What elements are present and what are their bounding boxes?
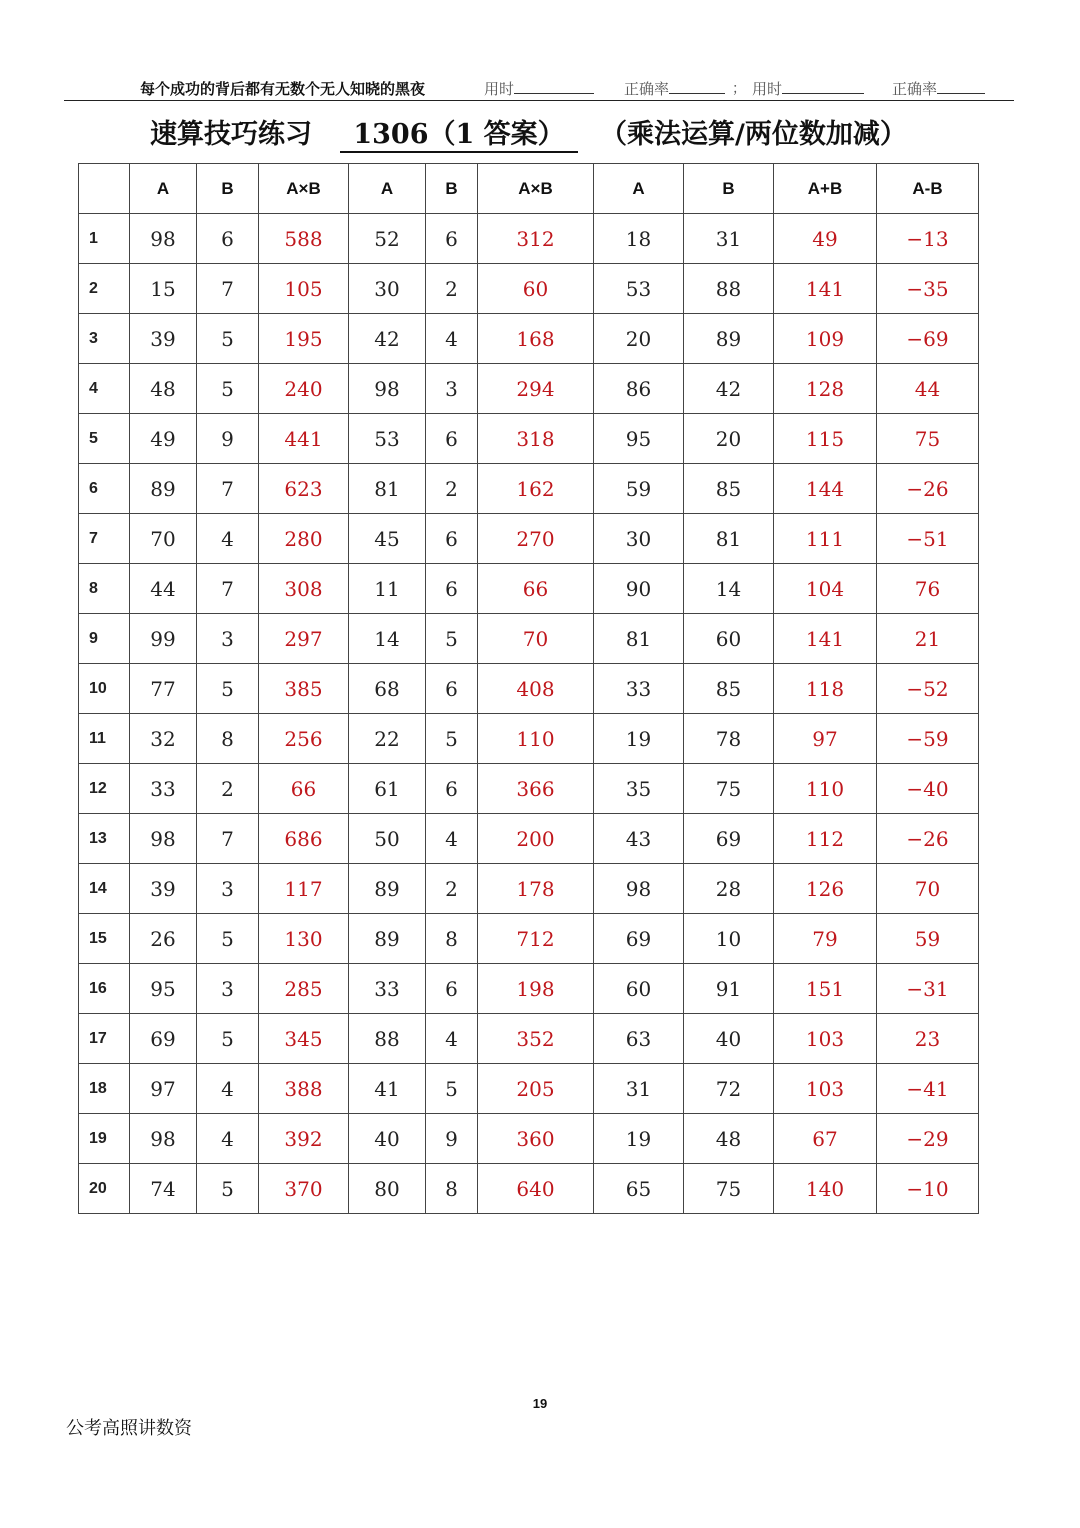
table-row: [79, 1014, 979, 1064]
table-row: [79, 1114, 979, 1164]
answer-cell: 76: [877, 564, 979, 614]
operand-cell: 68: [349, 664, 426, 714]
operand-cell: 6: [426, 964, 478, 1014]
operand-cell: 11: [349, 564, 426, 614]
time-blank-1: [514, 80, 594, 94]
operand-cell: 75: [684, 1164, 774, 1214]
answer-cell: 60: [478, 264, 594, 314]
answer-cell: 195: [259, 314, 349, 364]
answer-cell: 686: [259, 814, 349, 864]
table-row: [79, 364, 979, 414]
operand-cell: 65: [594, 1164, 684, 1214]
operand-cell: 49: [130, 414, 197, 464]
answer-cell: −31: [877, 964, 979, 1014]
answer-cell: 168: [478, 314, 594, 364]
operand-cell: 6: [426, 664, 478, 714]
table-row: [79, 414, 979, 464]
operand-cell: 5: [197, 364, 259, 414]
operand-cell: 7: [197, 264, 259, 314]
accuracy-field-1: [624, 78, 725, 99]
answer-cell: 104: [774, 564, 877, 614]
column-header: B: [197, 164, 259, 214]
accuracy-field-2: [892, 78, 985, 99]
answer-cell: −29: [877, 1114, 979, 1164]
operand-cell: 6: [426, 514, 478, 564]
answer-cell: 318: [478, 414, 594, 464]
motto-text: 每个成功的背后都有无数个无人知晓的黑夜: [140, 80, 426, 98]
answer-cell: 308: [259, 564, 349, 614]
row-number: 9: [79, 614, 130, 664]
answer-cell: 118: [774, 664, 877, 714]
answer-cell: −13: [877, 214, 979, 264]
operand-cell: 41: [349, 1064, 426, 1114]
operand-cell: 78: [684, 714, 774, 764]
accuracy-blank-1: [669, 80, 725, 94]
answer-cell: 256: [259, 714, 349, 764]
time-blank-2: [782, 80, 864, 94]
row-number: 6: [79, 464, 130, 514]
operand-cell: 81: [684, 514, 774, 564]
column-header: A: [594, 164, 684, 214]
answer-cell: −10: [877, 1164, 979, 1214]
operand-cell: 6: [197, 214, 259, 264]
operand-cell: 2: [426, 464, 478, 514]
operand-cell: 14: [349, 614, 426, 664]
operand-cell: 95: [130, 964, 197, 1014]
table-body: [79, 214, 979, 1214]
row-number: 16: [79, 964, 130, 1014]
answer-cell: 110: [478, 714, 594, 764]
answer-cell: 141: [774, 614, 877, 664]
operand-cell: 33: [130, 764, 197, 814]
row-number: 11: [79, 714, 130, 764]
operand-cell: 81: [594, 614, 684, 664]
answer-cell: 67: [774, 1114, 877, 1164]
operand-cell: 40: [349, 1114, 426, 1164]
operand-cell: 18: [594, 214, 684, 264]
operand-cell: 19: [594, 714, 684, 764]
operand-cell: 6: [426, 214, 478, 264]
operand-cell: 95: [594, 414, 684, 464]
column-header: B: [426, 164, 478, 214]
operand-cell: 33: [349, 964, 426, 1014]
operand-cell: 15: [130, 264, 197, 314]
answer-cell: 285: [259, 964, 349, 1014]
title-main: 速算技巧练习: [150, 119, 312, 150]
answer-cell: 280: [259, 514, 349, 564]
answer-cell: 162: [478, 464, 594, 514]
row-number: 17: [79, 1014, 130, 1064]
answer-cell: 44: [877, 364, 979, 414]
operand-cell: 98: [130, 214, 197, 264]
time-field-2: [752, 78, 864, 99]
operand-cell: 7: [197, 814, 259, 864]
operand-cell: 89: [684, 314, 774, 364]
operand-cell: 3: [197, 864, 259, 914]
answer-cell: 240: [259, 364, 349, 414]
table-row: [79, 1164, 979, 1214]
answer-cell: 111: [774, 514, 877, 564]
operand-cell: 5: [197, 664, 259, 714]
row-number: 20: [79, 1164, 130, 1214]
operand-cell: 39: [130, 314, 197, 364]
answer-cell: −52: [877, 664, 979, 714]
operand-cell: 30: [594, 514, 684, 564]
operand-cell: 35: [594, 764, 684, 814]
operand-cell: 19: [594, 1114, 684, 1164]
column-header: A+B: [774, 164, 877, 214]
column-header: A-B: [877, 164, 979, 214]
answer-cell: 441: [259, 414, 349, 464]
row-number: 1: [79, 214, 130, 264]
answer-cell: 294: [478, 364, 594, 414]
operand-cell: 53: [594, 264, 684, 314]
answer-cell: 370: [259, 1164, 349, 1214]
column-header: B: [684, 164, 774, 214]
operand-cell: 4: [426, 1014, 478, 1064]
answer-cell: −41: [877, 1064, 979, 1114]
answer-cell: 388: [259, 1064, 349, 1114]
table-row: [79, 564, 979, 614]
operand-cell: 60: [594, 964, 684, 1014]
operand-cell: 5: [197, 1014, 259, 1064]
answer-cell: −69: [877, 314, 979, 364]
answer-cell: 140: [774, 1164, 877, 1214]
operand-cell: 61: [349, 764, 426, 814]
operand-cell: 69: [594, 914, 684, 964]
operand-cell: 5: [197, 1164, 259, 1214]
answer-cell: 126: [774, 864, 877, 914]
operand-cell: 4: [426, 314, 478, 364]
answer-cell: 105: [259, 264, 349, 314]
answer-cell: 588: [259, 214, 349, 264]
answer-cell: −59: [877, 714, 979, 764]
row-number: 14: [79, 864, 130, 914]
answer-cell: 66: [259, 764, 349, 814]
footer-text: 公考高照讲数资: [66, 1418, 192, 1439]
answer-cell: 117: [259, 864, 349, 914]
operand-cell: 75: [684, 764, 774, 814]
operand-cell: 42: [684, 364, 774, 414]
operand-cell: 99: [130, 614, 197, 664]
operand-cell: 52: [349, 214, 426, 264]
answer-cell: 270: [478, 514, 594, 564]
operand-cell: 5: [426, 714, 478, 764]
operand-cell: 9: [197, 414, 259, 464]
answer-cell: −26: [877, 814, 979, 864]
operand-cell: 26: [130, 914, 197, 964]
answer-cell: −51: [877, 514, 979, 564]
operand-cell: 8: [426, 914, 478, 964]
operand-cell: 97: [130, 1064, 197, 1114]
row-number: 2: [79, 264, 130, 314]
answer-cell: −40: [877, 764, 979, 814]
answer-cell: 205: [478, 1064, 594, 1114]
time-label-1: 用时: [484, 80, 515, 98]
answer-cell: 408: [478, 664, 594, 714]
table-row: [79, 314, 979, 364]
operand-cell: 9: [426, 1114, 478, 1164]
operand-cell: 39: [130, 864, 197, 914]
answer-table: [78, 163, 979, 1214]
operand-cell: 63: [594, 1014, 684, 1064]
table-row: [79, 814, 979, 864]
page-number: 19: [532, 1396, 548, 1411]
row-number: 18: [79, 1064, 130, 1114]
operand-cell: 7: [197, 564, 259, 614]
row-number: 4: [79, 364, 130, 414]
operand-cell: 20: [684, 414, 774, 464]
answer-cell: 59: [877, 914, 979, 964]
operand-cell: 81: [349, 464, 426, 514]
answer-cell: 97: [774, 714, 877, 764]
row-number: 10: [79, 664, 130, 714]
table-row: [79, 914, 979, 964]
operand-cell: 40: [684, 1014, 774, 1064]
operand-cell: 53: [349, 414, 426, 464]
answer-cell: −35: [877, 264, 979, 314]
answer-cell: 360: [478, 1114, 594, 1164]
answer-cell: 385: [259, 664, 349, 714]
operand-cell: 60: [684, 614, 774, 664]
answer-cell: 366: [478, 764, 594, 814]
operand-cell: 6: [426, 764, 478, 814]
answer-cell: 109: [774, 314, 877, 364]
table-row: [79, 214, 979, 264]
operand-cell: 2: [197, 764, 259, 814]
answer-cell: 312: [478, 214, 594, 264]
row-number: 8: [79, 564, 130, 614]
operand-cell: 43: [594, 814, 684, 864]
operand-cell: 10: [684, 914, 774, 964]
column-header: A×B: [259, 164, 349, 214]
page-header: [64, 74, 1014, 101]
answer-cell: 200: [478, 814, 594, 864]
operand-cell: 85: [684, 664, 774, 714]
operand-cell: 77: [130, 664, 197, 714]
operand-cell: 4: [197, 1064, 259, 1114]
operand-cell: 6: [426, 564, 478, 614]
operand-cell: 89: [130, 464, 197, 514]
answer-cell: 79: [774, 914, 877, 964]
operand-cell: 6: [426, 414, 478, 464]
table-row: [79, 764, 979, 814]
row-number: 3: [79, 314, 130, 364]
operand-cell: 28: [684, 864, 774, 914]
accuracy-label-1: 正确率: [624, 80, 670, 98]
operand-cell: 30: [349, 264, 426, 314]
operand-cell: 88: [349, 1014, 426, 1064]
answer-cell: 49: [774, 214, 877, 264]
answer-cell: 70: [478, 614, 594, 664]
answer-cell: 75: [877, 414, 979, 464]
operand-cell: 72: [684, 1064, 774, 1114]
title-topic: （乘法运算/两位数加减）: [600, 119, 907, 150]
answer-cell: 110: [774, 764, 877, 814]
operand-cell: 45: [349, 514, 426, 564]
row-number: 13: [79, 814, 130, 864]
row-number: 15: [79, 914, 130, 964]
operand-cell: 69: [684, 814, 774, 864]
answer-cell: 103: [774, 1064, 877, 1114]
time-field-1: [484, 78, 594, 99]
table-row: [79, 264, 979, 314]
operand-cell: 59: [594, 464, 684, 514]
operand-cell: 5: [426, 1064, 478, 1114]
table-row: [79, 864, 979, 914]
answer-cell: 178: [478, 864, 594, 914]
accuracy-label-2: 正确率: [892, 80, 938, 98]
answer-cell: 198: [478, 964, 594, 1014]
row-number: 7: [79, 514, 130, 564]
column-header: A: [130, 164, 197, 214]
operand-cell: 48: [684, 1114, 774, 1164]
table-row: [79, 614, 979, 664]
header-row: [79, 164, 979, 214]
operand-cell: 31: [594, 1064, 684, 1114]
table-row: [79, 464, 979, 514]
table-row: [79, 714, 979, 764]
operand-cell: 70: [130, 514, 197, 564]
operand-cell: 5: [426, 614, 478, 664]
operand-cell: 8: [426, 1164, 478, 1214]
row-number: 12: [79, 764, 130, 814]
operand-cell: 80: [349, 1164, 426, 1214]
time-label-2: 用时: [752, 80, 783, 98]
operand-cell: 3: [426, 364, 478, 414]
answer-cell: 640: [478, 1164, 594, 1214]
row-number: 5: [79, 414, 130, 464]
operand-cell: 74: [130, 1164, 197, 1214]
operand-cell: 98: [349, 364, 426, 414]
column-header: A: [349, 164, 426, 214]
operand-cell: 86: [594, 364, 684, 414]
operand-cell: 20: [594, 314, 684, 364]
operand-cell: 4: [197, 514, 259, 564]
operand-cell: 4: [197, 1114, 259, 1164]
operand-cell: 88: [684, 264, 774, 314]
answer-cell: 712: [478, 914, 594, 964]
operand-cell: 98: [130, 1114, 197, 1164]
operand-cell: 98: [594, 864, 684, 914]
operand-cell: 98: [130, 814, 197, 864]
operand-cell: 3: [197, 614, 259, 664]
answer-cell: −26: [877, 464, 979, 514]
operand-cell: 3: [197, 964, 259, 1014]
answer-cell: 23: [877, 1014, 979, 1064]
operand-cell: 85: [684, 464, 774, 514]
operand-cell: 90: [594, 564, 684, 614]
answer-cell: 66: [478, 564, 594, 614]
answer-cell: 112: [774, 814, 877, 864]
answer-cell: 103: [774, 1014, 877, 1064]
table-row: [79, 664, 979, 714]
table-header: [79, 164, 979, 214]
table-row: [79, 964, 979, 1014]
operand-cell: 89: [349, 864, 426, 914]
answer-cell: 141: [774, 264, 877, 314]
operand-cell: 69: [130, 1014, 197, 1064]
operand-cell: 91: [684, 964, 774, 1014]
row-number: 19: [79, 1114, 130, 1164]
answer-cell: 392: [259, 1114, 349, 1164]
operand-cell: 31: [684, 214, 774, 264]
answer-cell: 130: [259, 914, 349, 964]
separator-text: ；: [732, 81, 746, 97]
operand-cell: 42: [349, 314, 426, 364]
table-row: [79, 1064, 979, 1114]
operand-cell: 22: [349, 714, 426, 764]
operand-cell: 2: [426, 864, 478, 914]
answer-cell: 70: [877, 864, 979, 914]
operand-cell: 7: [197, 464, 259, 514]
accuracy-blank-2: [937, 80, 985, 94]
page-title: [0, 112, 1080, 152]
answer-cell: 151: [774, 964, 877, 1014]
answer-cell: 345: [259, 1014, 349, 1064]
answer-cell: 297: [259, 614, 349, 664]
operand-cell: 48: [130, 364, 197, 414]
operand-cell: 8: [197, 714, 259, 764]
operand-cell: 50: [349, 814, 426, 864]
operand-cell: 33: [594, 664, 684, 714]
operand-cell: 2: [426, 264, 478, 314]
answer-cell: 144: [774, 464, 877, 514]
title-number: 1306（1 答案）: [340, 112, 578, 153]
column-header: A×B: [478, 164, 594, 214]
operand-cell: 44: [130, 564, 197, 614]
answer-cell: 115: [774, 414, 877, 464]
answer-cell: 21: [877, 614, 979, 664]
answer-cell: 623: [259, 464, 349, 514]
operand-cell: 4: [426, 814, 478, 864]
operand-cell: 5: [197, 314, 259, 364]
table-row: [79, 514, 979, 564]
operand-cell: 5: [197, 914, 259, 964]
operand-cell: 32: [130, 714, 197, 764]
answer-cell: 352: [478, 1014, 594, 1064]
operand-cell: 14: [684, 564, 774, 614]
answer-cell: 128: [774, 364, 877, 414]
column-header: [79, 164, 130, 214]
operand-cell: 89: [349, 914, 426, 964]
